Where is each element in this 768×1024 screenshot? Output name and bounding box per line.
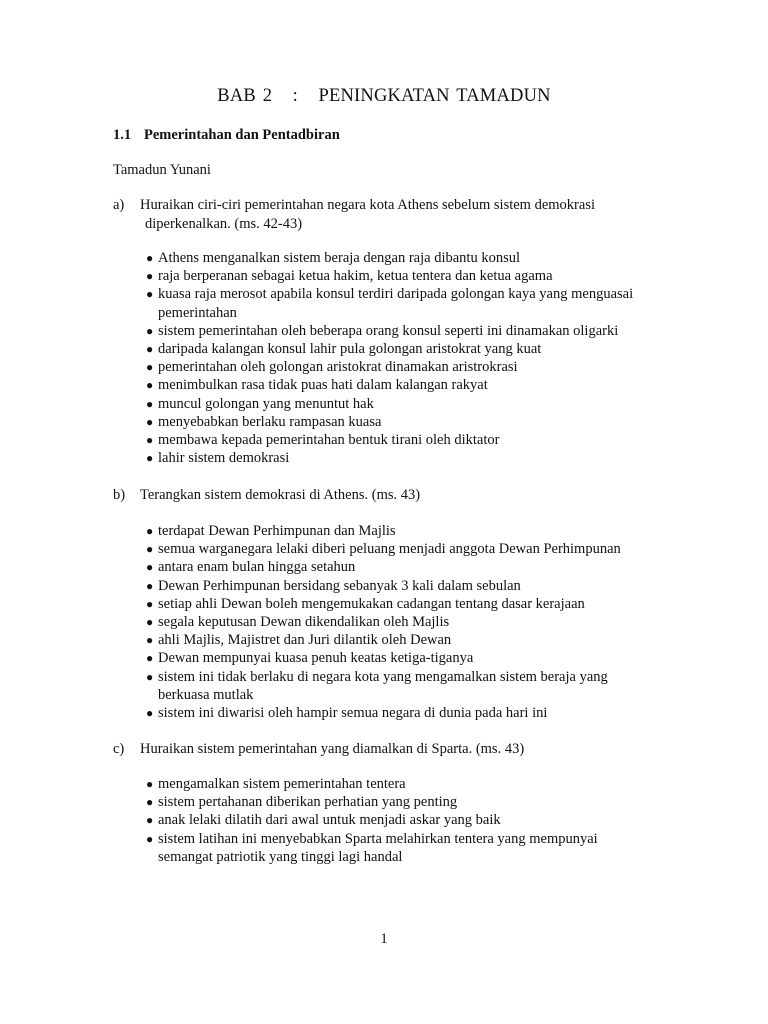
- bullet-icon: ●: [146, 287, 154, 302]
- bullet-icon: ●: [146, 706, 154, 721]
- list-item: ● sistem pemerintahan oleh beberapa orang konsul seperti ini dinamakan oligarki: [146, 322, 619, 339]
- bullet-icon: ●: [146, 342, 154, 357]
- list-item: ● semua warganegara lelaki diberi peluang menjadi anggota Dewan Perhimpunan: [146, 541, 621, 558]
- question-text: [113, 740, 633, 759]
- list-item: ● ahli Majlis, Majistret dan Juri dilantik oleh Dewan: [146, 632, 452, 649]
- bullet-list-a: [146, 249, 636, 467]
- bullet-icon: ●: [146, 669, 154, 684]
- question-line-1: Terangkan sistem demokrasi di Athens. (ms. 43): [140, 487, 421, 503]
- list-item: ● sistem ini tidak berlaku di negara kota yang mengamalkan sistem beraja yang berkuasa mutlak: [146, 668, 608, 703]
- list-item: ● Dewan Perhimpunan bersidang sebanyak 3 kali dalam sebulan: [146, 577, 521, 594]
- bullet-icon: ●: [146, 542, 154, 557]
- list-item: ● anak lelaki dilatih dari awal untuk menjadi askar yang baik: [146, 812, 501, 829]
- bullet-list-c: [146, 775, 636, 866]
- list-item: ● lahir sistem demokrasi: [146, 450, 290, 467]
- question-letter: b): [113, 487, 126, 503]
- list-item: ● membawa kepada pemerintahan bentuk tirani oleh diktator: [146, 432, 500, 449]
- bullet-icon: ●: [146, 560, 154, 575]
- list-item: ● Dewan mempunyai kuasa penuh keatas ketiga-tiganya: [146, 650, 474, 667]
- bullet-icon: ●: [146, 795, 154, 810]
- page-number: 1: [380, 931, 388, 947]
- bullet-icon: ●: [146, 414, 154, 429]
- section-number: 1.1: [113, 127, 132, 143]
- bullet-icon: ●: [146, 633, 154, 648]
- bullet-icon: ●: [146, 269, 154, 284]
- question-letter: c): [113, 741, 125, 757]
- list-item: ● sistem pertahanan diberikan perhatian yang penting: [146, 794, 458, 811]
- bullet-icon: ●: [146, 378, 154, 393]
- bullet-icon: ●: [146, 578, 154, 593]
- question-b: [113, 486, 633, 505]
- list-item: ● pemerintahan oleh golongan aristokrat dinamakan aristrokrasi: [146, 359, 518, 376]
- bullet-icon: ●: [146, 596, 154, 611]
- bullet-icon: ●: [146, 777, 154, 791]
- list-item: ● antara enam bulan hingga setahun: [146, 559, 356, 576]
- bullet-icon: ●: [146, 813, 154, 828]
- question-letter: a): [113, 197, 125, 213]
- list-item: ● sistem ini diwarisi oleh hampir semua negara di dunia pada hari ini: [146, 705, 548, 722]
- question-line-1: Huraikan ciri-ciri pemerintahan negara kota Athens sebelum sistem demokrasi: [140, 197, 595, 213]
- bullet-icon: ●: [146, 360, 154, 375]
- bullet-icon: ●: [146, 396, 154, 411]
- page-title: BAB 2 : PENINGKATAN TAMADUN: [217, 86, 551, 106]
- list-item: ● Athens menganalkan sistem beraja dengan raja dibantu konsul: [146, 250, 520, 266]
- bullet-icon: ●: [146, 831, 154, 846]
- question-a: [113, 196, 633, 233]
- list-item: ● kuasa raja merosot apabila konsul terdiri daripada golongan kaya yang menguasai pemerintahan: [146, 286, 634, 321]
- list-item: ● muncul golongan yang menuntut hak: [146, 395, 374, 412]
- list-item: ● raja berperanan sebagai ketua hakim, ketua tentera dan ketua agama: [146, 268, 553, 285]
- bullet-icon: ●: [146, 323, 154, 338]
- list-item: ● terdapat Dewan Perhimpunan dan Majlis: [146, 523, 396, 539]
- list-item: ● daripada kalangan konsul lahir pula golongan aristokrat yang kuat: [146, 341, 542, 358]
- list-item: ● mengamalkan sistem pemerintahan tentera: [146, 776, 406, 792]
- list-item: ● setiap ahli Dewan boleh mengemukakan cadangan tentang dasar kerajaan: [146, 595, 585, 612]
- bullet-icon: ●: [146, 433, 154, 448]
- list-item: ● sistem latihan ini menyebabkan Sparta melahirkan tentera yang mempunyai semangat patriotik yang tinggi lagi handal: [146, 830, 598, 865]
- section-heading: [113, 127, 340, 144]
- question-text: [113, 196, 633, 233]
- list-item: ● menimbulkan rasa tidak puas hati dalam kalangan rakyat: [146, 377, 488, 394]
- list-item: ● segala keputusan Dewan dikendalikan oleh Majlis: [146, 614, 450, 631]
- question-text: [113, 486, 633, 505]
- question-line-1: Huraikan sistem pemerintahan yang diamalkan di Sparta. (ms. 43): [140, 741, 525, 757]
- question-c: [113, 740, 633, 759]
- civilization-subheading: Tamadun Yunani: [113, 162, 211, 178]
- bullet-icon: ●: [146, 251, 154, 265]
- bullet-icon: ●: [146, 615, 154, 630]
- section-title: Pemerintahan dan Pentadbiran: [144, 127, 340, 143]
- question-line-2: diperkenalkan. (ms. 42-43): [145, 215, 303, 232]
- bullet-list-b: [146, 522, 636, 722]
- list-item: ● menyebabkan berlaku rampasan kuasa: [146, 413, 382, 430]
- bullet-icon: ●: [146, 651, 154, 666]
- bullet-icon: ●: [146, 451, 154, 466]
- bullet-icon: ●: [146, 524, 154, 538]
